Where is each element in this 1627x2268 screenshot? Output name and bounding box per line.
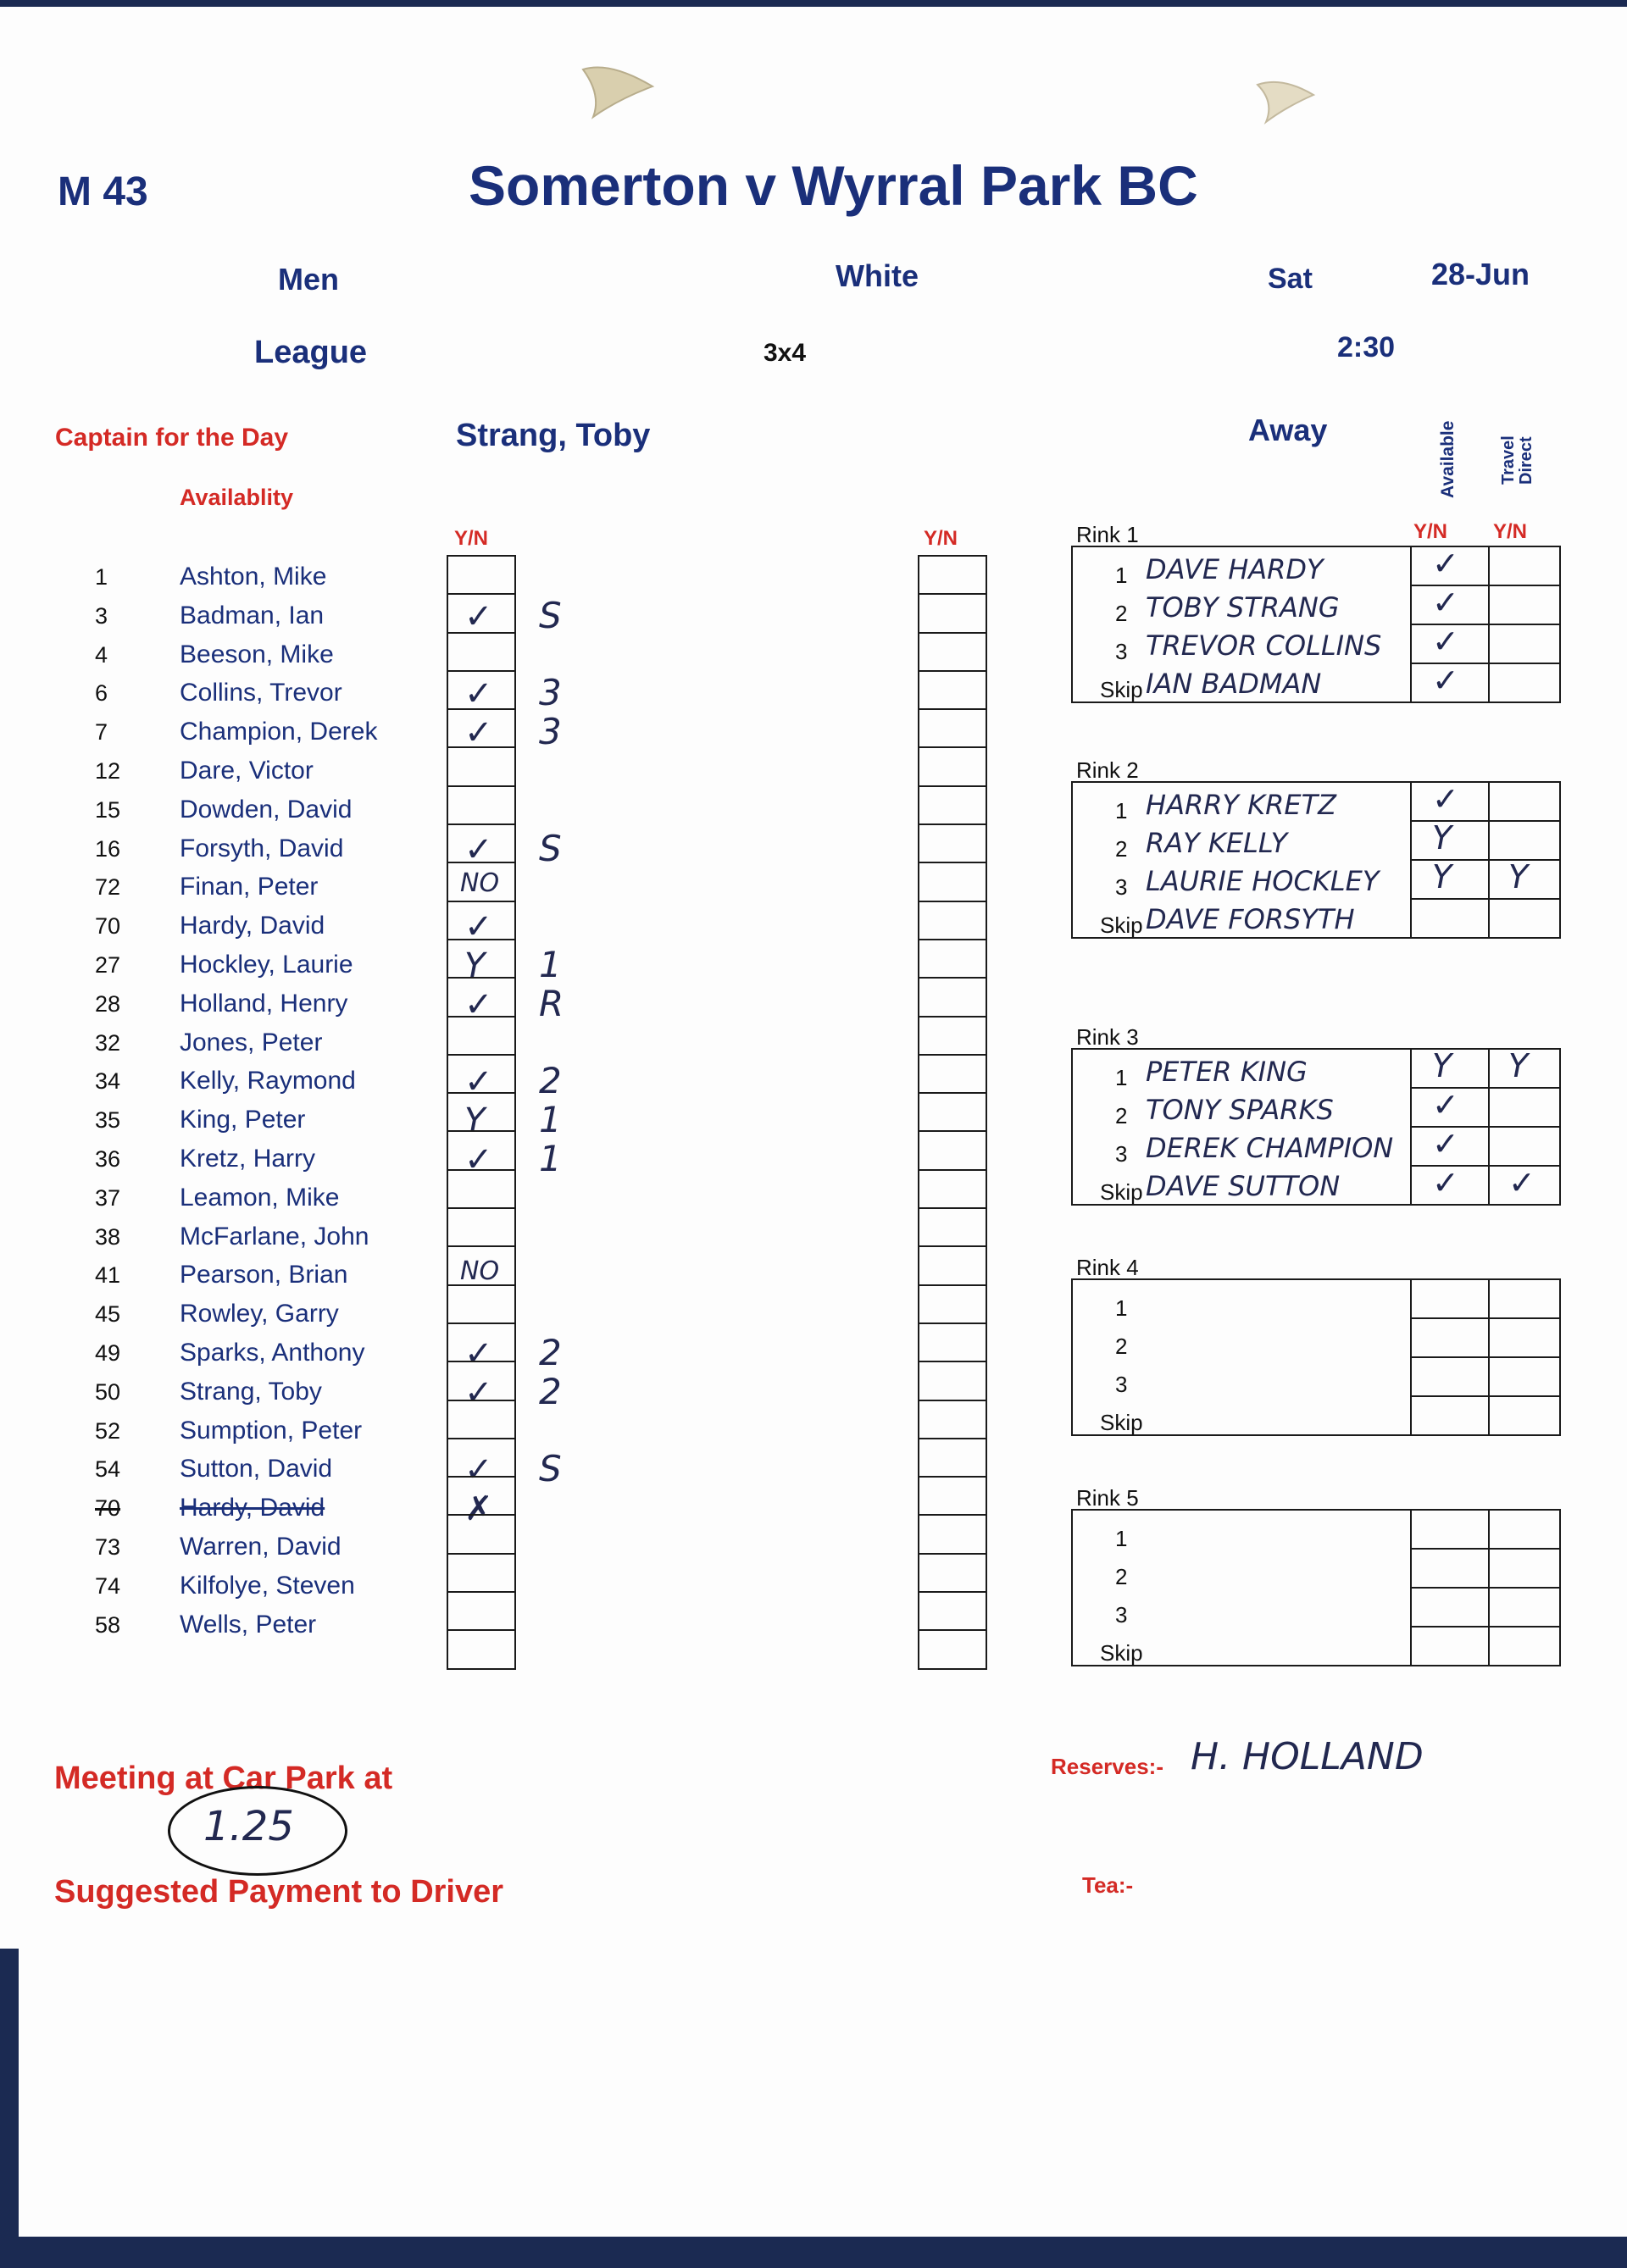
rink-available-cell[interactable]	[1410, 1278, 1490, 1319]
yn-cell[interactable]	[448, 1631, 514, 1669]
rink-available-mark: ✓	[1432, 584, 1459, 621]
rink-position: 1	[1115, 798, 1128, 823]
availability-label: Availablity	[180, 485, 294, 510]
player-number: 27	[95, 952, 121, 978]
reserves-label: Reserves:-	[1051, 1754, 1163, 1779]
rink-available-cell[interactable]	[1410, 1509, 1490, 1550]
player-name: Collins, Trevor	[180, 679, 342, 707]
rink-available-cell[interactable]	[1410, 1548, 1490, 1589]
player-number: 32	[95, 1029, 121, 1056]
yn-cell[interactable]	[919, 863, 986, 901]
rink-available-mark: Y	[1432, 819, 1452, 857]
player-name: Warren, David	[180, 1533, 342, 1561]
player-name: Dare, Victor	[180, 757, 314, 785]
rink-position: 3	[1115, 639, 1128, 664]
player-number: 38	[95, 1223, 121, 1250]
rink-travel-cell[interactable]	[1488, 820, 1561, 861]
rink-travel-cell[interactable]	[1488, 1126, 1561, 1167]
rink-travel-cell[interactable]	[1488, 1548, 1561, 1589]
yn-cell[interactable]	[919, 1132, 986, 1170]
availability-mark: NO	[460, 1256, 500, 1287]
rink-position-note: 1	[539, 1099, 562, 1141]
yn-cell[interactable]	[448, 748, 514, 786]
rink-position: Skip	[1100, 1410, 1143, 1435]
yn-cell[interactable]	[448, 1516, 514, 1554]
payment-label: Suggested Payment to Driver	[54, 1874, 504, 1910]
player-name: McFarlane, John	[180, 1222, 369, 1250]
rink-travel-cell[interactable]	[1488, 663, 1561, 703]
player-name: Forsyth, David	[180, 834, 344, 862]
yn-cell[interactable]	[448, 1171, 514, 1209]
rink-yn-available: Y/N	[1413, 520, 1448, 543]
rink-position: 2	[1115, 1564, 1128, 1589]
rink-available-mark: ✓	[1432, 1125, 1459, 1162]
yn-label-second: Y/N	[924, 527, 958, 550]
rink-travel-cell[interactable]	[1488, 546, 1561, 586]
rink-player-name: LAURIE HOCKLEY	[1146, 865, 1380, 897]
tea-label: Tea:-	[1082, 1872, 1134, 1898]
rink-available-cell[interactable]	[1410, 898, 1490, 939]
match-date: 28-Jun	[1431, 257, 1530, 291]
pin-icon	[576, 61, 661, 120]
yn-column-main[interactable]	[447, 555, 516, 1670]
captain-name: Strang, Toby	[456, 418, 651, 453]
rink-position: 3	[1115, 874, 1128, 900]
player-name: Champion, Derek	[180, 718, 378, 746]
rink-travel-cell[interactable]	[1488, 1395, 1561, 1436]
rink-available-cell[interactable]	[1410, 1317, 1490, 1358]
rink-travel-cell[interactable]	[1488, 1356, 1561, 1397]
yn-cell[interactable]	[919, 557, 986, 595]
yn-cell[interactable]	[919, 1171, 986, 1209]
reserves-value: H. HOLLAND	[1191, 1735, 1424, 1778]
yn-cell[interactable]	[919, 1439, 986, 1478]
rink-position: Skip	[1100, 1640, 1143, 1666]
meeting-time: 1.25	[203, 1803, 294, 1850]
captain-label: Captain for the Day	[55, 424, 289, 452]
rink-position-note: 3	[539, 711, 562, 753]
competition: League	[254, 335, 368, 370]
yn-cell[interactable]	[448, 825, 514, 863]
availability-mark: Y	[464, 946, 486, 985]
rink-player-name: RAY KELLY	[1146, 827, 1288, 859]
player-name: Sutton, David	[180, 1455, 333, 1483]
availability-mark: NO	[460, 868, 500, 899]
player-name: Hardy, David	[180, 912, 325, 940]
availability-mark: ✓	[464, 674, 493, 714]
player-number: 49	[95, 1340, 121, 1366]
availability-mark: ✓	[464, 713, 493, 753]
player-number: 16	[95, 835, 121, 862]
yn-label-main: Y/N	[454, 527, 489, 550]
rink-position: 1	[1115, 1295, 1128, 1321]
availability-mark: ✓	[464, 1334, 493, 1373]
player-name: Ashton, Mike	[180, 563, 327, 591]
rink-position: 3	[1115, 1141, 1128, 1167]
player-name: Jones, Peter	[180, 1028, 323, 1056]
player-name: Kelly, Raymond	[180, 1067, 356, 1095]
player-number: 7	[95, 719, 108, 746]
rink-travel-cell[interactable]	[1488, 1626, 1561, 1666]
rink-position: Skip	[1100, 677, 1143, 702]
meeting-label: Meeting at Car Park at	[54, 1761, 393, 1796]
player-number: 45	[95, 1301, 121, 1328]
available-column-label: Available	[1438, 420, 1458, 498]
yn-cell[interactable]	[919, 902, 986, 940]
player-name: Hardy, David	[180, 1494, 325, 1522]
player-name: Hockley, Laurie	[180, 951, 353, 979]
availability-mark: Y	[464, 1101, 486, 1141]
player-number: 73	[95, 1534, 121, 1560]
yn-cell[interactable]	[919, 1362, 986, 1400]
rink-player-name: TREVOR COLLINS	[1146, 629, 1382, 662]
yn-cell[interactable]	[448, 1324, 514, 1362]
yn-cell[interactable]	[919, 1018, 986, 1056]
yn-column-second[interactable]	[918, 555, 987, 1670]
player-name: Strang, Toby	[180, 1377, 322, 1406]
player-name: Dowden, David	[180, 795, 353, 823]
rink-yn-travel: Y/N	[1493, 520, 1528, 543]
player-name: Holland, Henry	[180, 989, 348, 1018]
yn-cell[interactable]	[448, 863, 514, 901]
player-name: Beeson, Mike	[180, 640, 334, 668]
availability-mark: ✓	[464, 907, 493, 947]
rink-travel-cell[interactable]	[1488, 1587, 1561, 1628]
player-number: 37	[95, 1184, 121, 1211]
yn-cell[interactable]	[448, 1094, 514, 1132]
rink-position: 2	[1115, 1103, 1128, 1128]
rink-player-name: IAN BADMAN	[1146, 668, 1322, 700]
rink-position-note: S	[539, 594, 562, 636]
player-name: Wells, Peter	[180, 1610, 317, 1639]
rink-label: Rink 3	[1076, 1024, 1139, 1050]
yn-cell[interactable]	[448, 979, 514, 1017]
yn-cell[interactable]	[919, 1209, 986, 1247]
rink-player-name: TONY SPARKS	[1146, 1094, 1334, 1126]
yn-cell[interactable]	[919, 787, 986, 825]
rink-available-mark: Y	[1432, 858, 1452, 896]
yn-cell[interactable]	[448, 557, 514, 595]
rink-travel-cell[interactable]	[1488, 1278, 1561, 1319]
player-number: 28	[95, 990, 121, 1017]
rink-position: 1	[1115, 1526, 1128, 1551]
rink-travel-cell[interactable]	[1488, 1317, 1561, 1358]
yn-cell[interactable]	[448, 1286, 514, 1324]
rink-position: 1	[1115, 1065, 1128, 1090]
rink-available-cell[interactable]	[1410, 1395, 1490, 1436]
rink-travel-cell[interactable]	[1488, 624, 1561, 664]
yn-cell[interactable]	[919, 1555, 986, 1593]
match-time: 2:30	[1337, 331, 1396, 363]
player-number: 3	[95, 602, 108, 629]
rink-position-note: S	[539, 1448, 562, 1490]
yn-cell[interactable]	[919, 1094, 986, 1132]
rink-position: Skip	[1100, 1179, 1143, 1205]
player-name: Pearson, Brian	[180, 1261, 348, 1289]
yn-cell[interactable]	[448, 1018, 514, 1056]
yn-cell[interactable]	[919, 1631, 986, 1669]
rink-travel-cell[interactable]	[1488, 898, 1561, 939]
rink-position-note: 3	[539, 672, 562, 714]
yn-cell[interactable]	[448, 1593, 514, 1631]
yn-cell[interactable]	[448, 787, 514, 825]
rink-available-mark: Y	[1432, 1047, 1452, 1084]
rink-label: Rink 1	[1076, 522, 1139, 547]
match-code: M 43	[58, 169, 148, 214]
rink-position-note: 1	[539, 944, 562, 985]
player-number: 74	[95, 1572, 121, 1599]
player-name: Badman, Ian	[180, 601, 325, 629]
yn-cell[interactable]	[448, 710, 514, 753]
rink-position: Skip	[1100, 912, 1143, 938]
venue: Away	[1248, 413, 1328, 447]
availability-mark: ✓	[464, 1372, 493, 1412]
rink-position-note: 2	[539, 1370, 562, 1412]
rink-label: Rink 4	[1076, 1255, 1139, 1280]
availability-mark: ✗	[464, 1489, 493, 1529]
availability-mark: ✓	[464, 829, 493, 869]
travel-column-label: Travel Direct	[1499, 435, 1535, 485]
availability-mark: ✓	[464, 1062, 493, 1102]
yn-cell[interactable]	[919, 672, 986, 710]
scan-edge-left	[0, 1949, 19, 2237]
rink-position-note: 2	[539, 1332, 562, 1373]
rink-travel-mark: ✓	[1508, 1164, 1535, 1201]
rink-available-mark: ✓	[1432, 780, 1459, 818]
player-number: 4	[95, 641, 108, 668]
player-name: Sumption, Peter	[180, 1416, 363, 1445]
yn-cell[interactable]	[919, 595, 986, 633]
rink-travel-mark: Y	[1508, 1047, 1529, 1084]
yn-cell[interactable]	[448, 1247, 514, 1285]
rink-position: 3	[1115, 1602, 1128, 1628]
page-title: Somerton v Wyrral Park BC	[469, 154, 1198, 217]
rink-player-name: DAVE SUTTON	[1146, 1170, 1341, 1202]
yn-cell[interactable]	[448, 1401, 514, 1439]
team-colour: White	[836, 258, 919, 293]
player-number: 12	[95, 758, 121, 784]
player-number: 52	[95, 1417, 121, 1444]
yn-cell[interactable]	[919, 825, 986, 863]
yn-cell[interactable]	[919, 710, 986, 748]
availability-mark: ✓	[464, 984, 493, 1024]
rink-position-note: R	[539, 982, 564, 1024]
rink-position: 3	[1115, 1372, 1128, 1397]
rink-travel-cell[interactable]	[1488, 781, 1561, 822]
player-name: Kilfolye, Steven	[180, 1571, 355, 1600]
yn-cell[interactable]	[919, 1401, 986, 1439]
yn-cell[interactable]	[919, 1593, 986, 1631]
player-number: 6	[95, 680, 108, 707]
player-number: 1	[95, 564, 108, 590]
rink-player-name: DAVE FORSYTH	[1146, 903, 1355, 935]
yn-cell[interactable]	[448, 1362, 514, 1400]
yn-cell[interactable]	[448, 902, 514, 940]
yn-cell[interactable]	[448, 595, 514, 636]
rink-position-note: 1	[539, 1138, 562, 1179]
player-number: 15	[95, 796, 121, 823]
rink-player-name: HARRY KRETZ	[1146, 789, 1337, 821]
player-number: 36	[95, 1146, 121, 1172]
rink-travel-cell[interactable]	[1488, 1087, 1561, 1128]
player-number: 72	[95, 874, 121, 901]
rink-player-name: DAVE HARDY	[1146, 553, 1324, 585]
match-day: Sat	[1268, 263, 1313, 295]
rink-available-mark: ✓	[1432, 1164, 1459, 1201]
yn-cell[interactable]	[919, 1286, 986, 1324]
player-number: 70	[95, 1495, 121, 1522]
availability-mark: ✓	[464, 1450, 493, 1490]
player-number: 58	[95, 1611, 121, 1638]
player-name: Rowley, Garry	[180, 1300, 339, 1328]
format: 3x4	[764, 339, 807, 367]
rink-available-mark: ✓	[1432, 1086, 1459, 1123]
rink-position: 2	[1115, 836, 1128, 862]
rink-player-name: PETER KING	[1146, 1056, 1308, 1088]
availability-mark: ✓	[464, 1140, 493, 1179]
rink-label: Rink 2	[1076, 757, 1139, 783]
category: Men	[278, 262, 339, 297]
player-number: 54	[95, 1456, 121, 1483]
scan-edge-bottom	[0, 2237, 1627, 2268]
yn-cell[interactable]	[448, 1555, 514, 1593]
player-number: 35	[95, 1107, 121, 1134]
yn-cell[interactable]	[919, 1478, 986, 1516]
yn-cell[interactable]	[448, 940, 514, 979]
yn-cell[interactable]	[919, 1056, 986, 1094]
rink-travel-cell[interactable]	[1488, 1509, 1561, 1550]
availability-mark: ✓	[464, 596, 493, 636]
rink-position: 1	[1115, 563, 1128, 588]
player-name: Finan, Peter	[180, 873, 319, 901]
rink-available-cell[interactable]	[1410, 1587, 1490, 1628]
rink-travel-cell[interactable]	[1488, 585, 1561, 625]
yn-cell[interactable]	[919, 634, 986, 672]
yn-cell[interactable]	[919, 1324, 986, 1362]
yn-cell[interactable]	[448, 1132, 514, 1170]
player-name: Leamon, Mike	[180, 1183, 340, 1212]
rink-position: 2	[1115, 601, 1128, 626]
yn-cell[interactable]	[448, 1056, 514, 1094]
yn-cell[interactable]	[919, 940, 986, 979]
player-number: 41	[95, 1262, 121, 1289]
rink-available-mark: ✓	[1432, 623, 1459, 660]
yn-cell[interactable]	[448, 1439, 514, 1478]
rink-position: 2	[1115, 1334, 1128, 1359]
rink-available-mark: ✓	[1432, 545, 1459, 582]
player-name: Sparks, Anthony	[180, 1339, 365, 1367]
rink-player-name: DEREK CHAMPION	[1146, 1132, 1394, 1164]
rink-player-name: TOBY STRANG	[1146, 591, 1340, 624]
yn-cell[interactable]	[448, 672, 514, 714]
yn-cell[interactable]	[919, 1516, 986, 1554]
rink-available-cell[interactable]	[1410, 1356, 1490, 1397]
yn-cell[interactable]	[448, 634, 514, 672]
rink-available-mark: ✓	[1432, 662, 1459, 699]
yn-cell[interactable]	[448, 1209, 514, 1247]
player-name: King, Peter	[180, 1106, 306, 1134]
rink-position-note: 2	[539, 1060, 562, 1102]
yn-cell[interactable]	[448, 1478, 514, 1516]
yn-cell[interactable]	[919, 979, 986, 1017]
rink-available-cell[interactable]	[1410, 1626, 1490, 1666]
player-number: 50	[95, 1378, 121, 1405]
scan-edge-top	[0, 0, 1627, 7]
player-number: 34	[95, 1068, 121, 1095]
yn-cell[interactable]	[919, 1247, 986, 1285]
rink-label: Rink 5	[1076, 1485, 1139, 1511]
player-name: Kretz, Harry	[180, 1145, 316, 1173]
player-number: 70	[95, 913, 121, 940]
yn-cell[interactable]	[919, 748, 986, 786]
rink-position-note: S	[539, 827, 562, 869]
rink-travel-mark: Y	[1508, 858, 1529, 896]
pin-icon	[1252, 76, 1320, 127]
